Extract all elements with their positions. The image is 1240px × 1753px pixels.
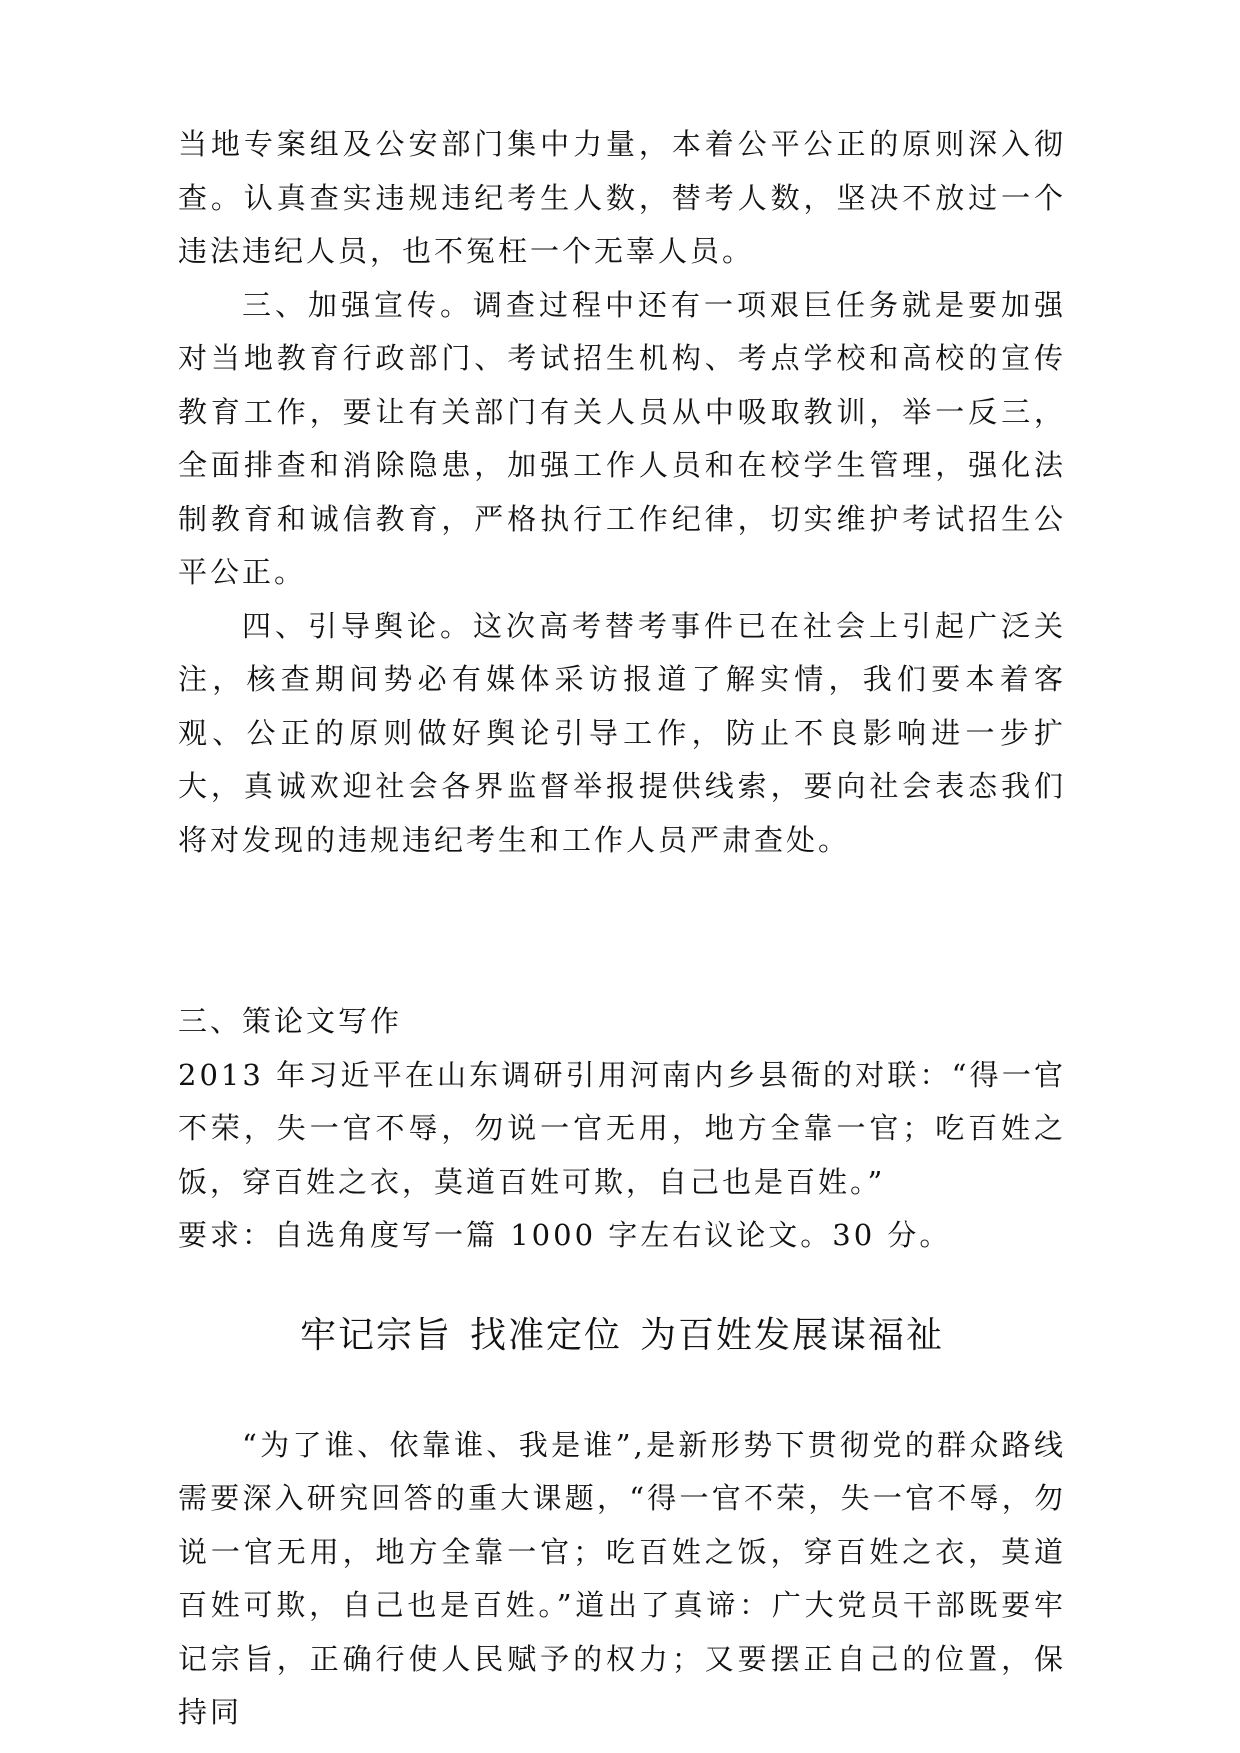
question-prompt: 2013 年习近平在山东调研引用河南内乡县衙的对联：“得一官不荣，失一官不辱，勿说一官无用，地方全靠一官；吃百姓之饭，穿百姓之衣，莫道百姓可欺，自己也是百姓。” — [178, 1057, 1066, 1199]
document-page — [178, 118, 1066, 1740]
paragraph-public-opinion: 四、引导舆论。这次高考替考事件已在社会上引起广泛关注，核查期间势必有媒体采访报道了解实情，我们要本着客观、公正的原则做好舆论引导工作，防止不良影响进一步扩大，真诚欢迎社会各界监督举报提供线索，要向社会表态我们将对发现的违规违纪考生和工作人员严肃查处。 — [178, 608, 1066, 857]
essay-title-part1: 牢记宗旨 — [299, 1314, 452, 1356]
question-heading: 三、策论文写作 — [178, 1004, 403, 1038]
essay-title — [178, 1301, 1066, 1371]
paragraph-publicity: 三、加强宣传。调查过程中还有一项艰巨任务就是要加强对当地教育行政部门、考试招生机构、考点学校和高校的宣传教育工作，要让有关部门有关人员从中吸取教训，举一反三，全面排查和消除隐患，加强工作人员和在校学生管理，强化法制教育和诚信教育，严格执行工作纪律，切实维护考试招生公平公正。 — [178, 287, 1066, 589]
paragraph-investigation: 当地专案组及公安部门集中力量，本着公平公正的原则深入彻查。认真查实违规违纪考生人数，替考人数，坚决不放过一个违法违纪人员，也不冤枉一个无辜人员。 — [178, 127, 1066, 268]
essay-title-part2: 找准定位 — [469, 1314, 622, 1356]
question-requirement: 要求：自选角度写一篇 1000 字左右议论文。30 分。 — [178, 1218, 952, 1252]
essay-question — [178, 995, 1066, 1263]
essay-body — [178, 1419, 1066, 1740]
essay-title-part3: 为百姓发展谋福祉 — [640, 1314, 945, 1356]
essay-paragraph: “为了谁、依靠谁、我是谁”,是新形势下贯彻党的群众路线需要深入研究回答的重大课题，“得一官不荣，失一官不辱，勿说一官无用，地方全靠一官；吃百姓之饭，穿百姓之衣，莫道百姓可欺，自己也是百姓。”道出了真谛：广大党员干部既要牢记宗旨，正确行使人民赋予的权力；又要摆正自己的位置，保持同 — [178, 1427, 1066, 1729]
